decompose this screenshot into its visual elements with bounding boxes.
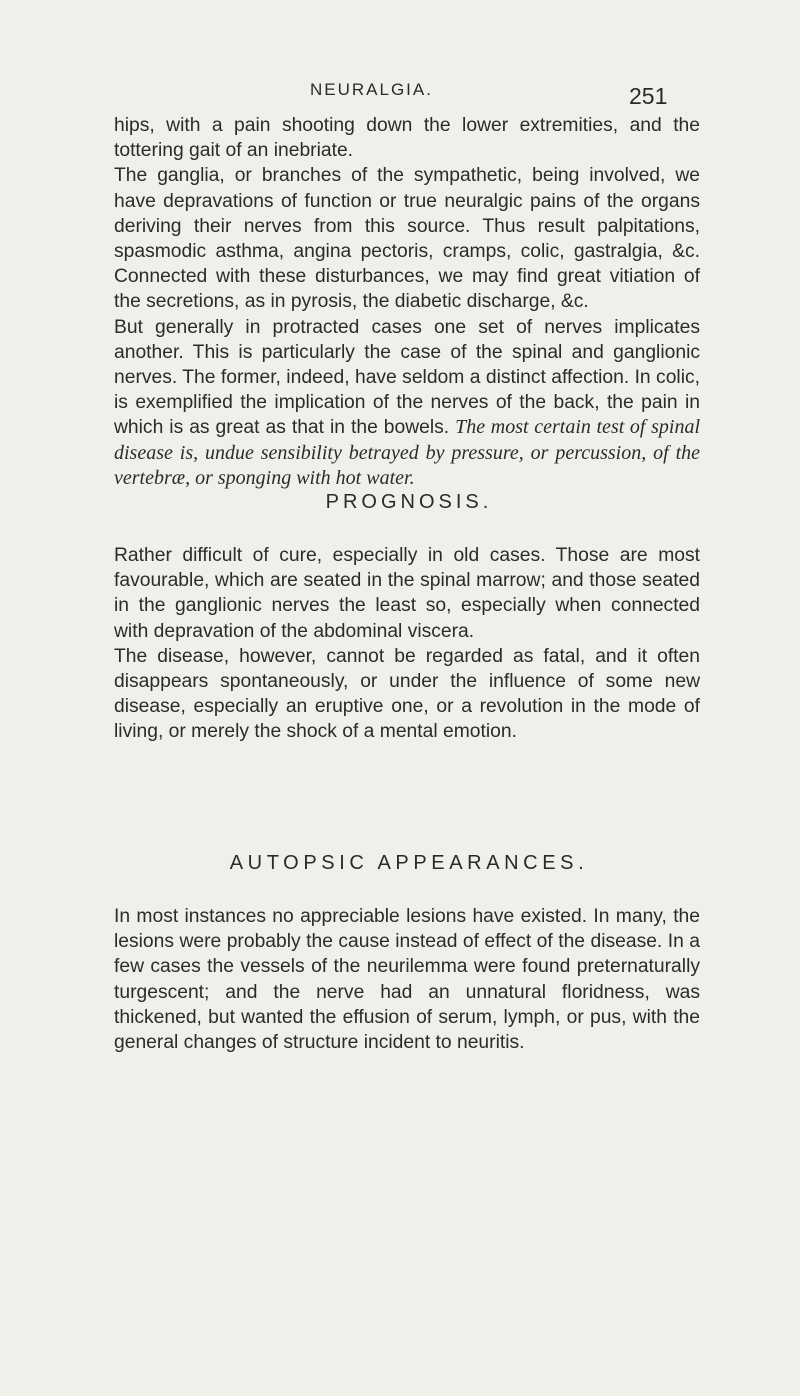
prognosis-heading: PROGNOSIS. — [325, 491, 493, 513]
paragraph: The disease, however, cannot be regarded as fatal, and it often disappears spontaneously, or under the influence of some new disease, especially an eruptive one, or a revolution in the mode of living, or merely the shock of a mental emotion. — [114, 645, 700, 743]
page-number: 251 — [629, 83, 668, 109]
paragraph: hips, with a pain shooting down the lower extremities, and the tottering gait of an inebriate. — [114, 115, 700, 162]
paragraph: The ganglia, or branches of the sympathetic, being involved, we have depravations of function or true neuralgic pains of the organs deriving their nerves from this source. Thus result palpitations, spasmodic asthma, angina pectoris, cramps, colic, gastralgia, &c. Connected with these disturbances, we may find great vitiation of the secretions, as in pyrosis, the diabetic discharge, &c. — [114, 165, 700, 313]
paragraph — [114, 315, 700, 491]
section-autopsic — [114, 904, 700, 1055]
paragraph-text: But generally in protracted cases one set of nerves implicates another. This is particularly the case of the spinal and ganglionic nerves. The former, indeed, have seldom a distinct affection. In colic, is exemplified the implication of the nerves of the back, the pain in which is as great as that in the bowels. — [114, 316, 700, 439]
running-title: NEURALGIA. — [310, 80, 433, 99]
paragraph: Rather difficult of cure, especially in old cases. Those are most favourable, which are seated in the spinal marrow; and those seated in the ganglionic nerves the least so, especially when connected with depravation of the abdominal viscera. — [114, 545, 700, 642]
paragraph: In most instances no appreciable lesions have existed. In many, the lesions were probably the cause instead of effect of the disease. In a few cases the vessels of the neurilemma were found preternaturally turgescent; and the nerve had an unnatural floridness, was thickened, but wanted the effusion of serum, lymph, or pus, with the general changes of structure incident to neuritis. — [114, 906, 700, 1054]
autopsic-heading: AUTOPSIC APPEARANCES. — [229, 852, 589, 874]
section-prognosis — [114, 543, 700, 745]
section-symptoms — [114, 113, 700, 491]
italic-emphasis: The most certain test of spinal disease is, undue sensibility betrayed by pressure, or percussion, of the vertebræ, or sponging with hot water. — [114, 416, 700, 489]
